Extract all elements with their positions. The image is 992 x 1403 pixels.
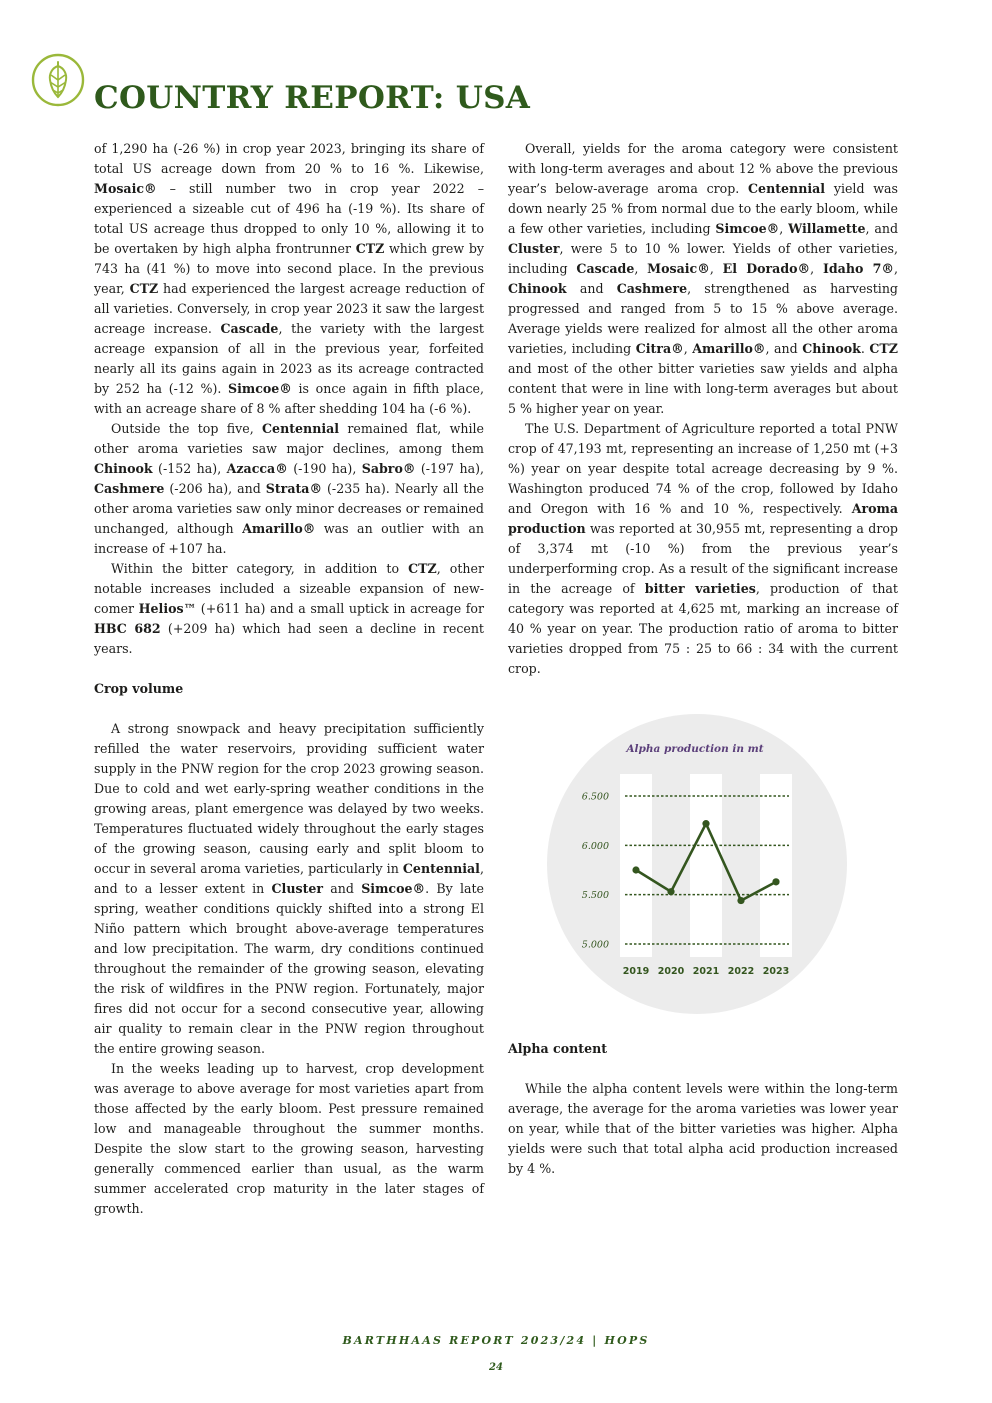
y-tick-label: 6.500 bbox=[581, 791, 609, 803]
section-heading-crop-volume: Crop volume bbox=[94, 681, 184, 696]
section-heading-alpha-content: Alpha content bbox=[508, 1041, 608, 1056]
page-number: 24 bbox=[489, 1362, 503, 1373]
paragraph-aroma-declines: Outside the top five, Centennial remained flat, while other aroma varieties saw major declines, among them Chinook (-152 ha), Azacca® (-190 ha), Sabro® (-197 ha), Cashmere (-206 ha), and Strata® (-235 ha). Nearly all the other aroma varieties saw only minor decreases or remained unchanged, although Amarillo® was an outlier with an increase of +107 ha. bbox=[94, 421, 485, 556]
paragraph-yields: Overall, yields for the aroma category were consistent with long-term averages and about 12 % above the previous year’s below-average aroma crop. Centennial yield was down nearly 25 % from normal due to the early bloom, while a few other varieties, including Simcoe®, Willamette, and Cluster, were 5 to 10 % lower. Yields of other varieties, including Cascade, Mosaic®, El Dorado®, Idaho 7®, Chinook and Cashmere, strengthened as harvesting progressed and ranged from 5 to 15 % above average. Average yields were realized for almost all the other aroma varieties, including Citra®, Amarillo®, and Chinook. CTZ and most of the other bitter varieties saw yields and alpha content that were in line with long-term averages but about 5 % higher year on year. bbox=[508, 141, 899, 416]
right-column bbox=[508, 139, 898, 679]
paragraph-harvest: In the weeks leading up to harvest, crop development was average to above average for most varieties apart from those affected by the early bloom. Pest pressure remained low and manageable throughout the summer months. Despite the slow start to the growing season, harvesting generally commenced earlier than usual, as the warm summer accelerated crop maturity in the later stages of growth. bbox=[94, 1061, 484, 1216]
alpha-content-section bbox=[508, 1039, 898, 1179]
hop-cone-icon bbox=[31, 53, 85, 107]
chart-column-stripe bbox=[690, 774, 722, 957]
paragraph-acreage-top: of 1,290 ha (-26 %) in crop year 2023, bringing its share of total US acreage down from 20 % to 16 %. Likewise, Mosaic® – still number two in crop year 2022 – experienced a sizeable cut of 496 ha (-19 %). Its share of total US acreage thus dropped to only 10 %, allowing it to be overtaken by high alpha frontrunner CTZ which grew by 743 ha (41 %) to move into second place. In the previous year, CTZ had experienced the largest acreage reduction of all varieties. Conversely, in crop year 2023 it saw the largest acreage increase. Cascade, the variety with the largest acreage expansion of all in the previous year, forfeited nearly all its gains again in 2023 as its acreage contracted by 252 ha (-12 %). Simcoe® is once again in fifth place, with an acreage share of 8 % after shedding 104 ha (-6 %). bbox=[94, 141, 485, 416]
x-tick-label: 2020 bbox=[657, 966, 685, 977]
page-title: COUNTRY REPORT: USA bbox=[94, 80, 531, 116]
x-tick-label: 2022 bbox=[727, 966, 755, 977]
x-tick-label: 2019 bbox=[622, 966, 650, 977]
y-tick-label: 5.500 bbox=[581, 890, 609, 902]
x-tick-label: 2023 bbox=[762, 966, 790, 977]
paragraph-weather: A strong snowpack and heavy precipitation sufficiently refilled the water reservoirs, providing sufficient water supply in the PNW region for the crop 2023 growing season. Due to cold and wet early-spring weather conditions in the growing areas, plant emergence was delayed by two weeks. Temperatures fluctuated widely throughout the early stages of the growing season, causing early and split bloom to occur in several aroma varieties, particularly in Centennial, and to a lesser extent in Cluster and Simcoe®. By late spring, weather conditions quickly shifted into a strong El Niño pattern which brought above-average temperatures and low precipitation. The warm, dry conditions continued throughout the remainder of the growing season, elevating the risk of wildfires in the PNW region. Fortunately, major fires did not occur for a second consecutive year, allowing air quality to remain clear in the PNW region throughout the entire growing season. bbox=[94, 721, 484, 1056]
paragraph-alpha-content: While the alpha content levels were within the long-term average, the average for the aroma varieties was lower year on year, while that of the bitter varieties was higher. Alpha yields were such that total alpha acid production increased by 4 %. bbox=[508, 1081, 898, 1176]
data-point bbox=[632, 866, 639, 873]
chart-title: Alpha production in mt bbox=[626, 743, 764, 755]
data-point bbox=[667, 888, 674, 895]
y-tick-label: 6.000 bbox=[581, 840, 609, 852]
data-point bbox=[737, 897, 744, 904]
y-tick-label: 5.000 bbox=[581, 939, 609, 951]
left-column bbox=[94, 139, 484, 1219]
chart-column-stripe bbox=[760, 774, 792, 957]
paragraph-bitter-category: Within the bitter category, in addition to CTZ, other notable increases included a sizeable expansion of newcomer Helios™ (+611 ha) and a small uptick in acreage for HBC 682 (+209 ha) which had seen a decline in recent years. bbox=[94, 561, 484, 656]
x-tick-label: 2021 bbox=[692, 966, 720, 977]
data-point bbox=[772, 878, 779, 885]
chart-column-stripe bbox=[620, 774, 652, 957]
footer-report-title: BARTHHAAS REPORT 2023/24 | HOPS bbox=[342, 1334, 650, 1347]
paragraph-usda-report: The U.S. Department of Agriculture reported a total PNW crop of 47,193 mt, representing an increase of 1,250 mt (+3 %) year on year despite total acreage decreasing by 9 %. Washington produced 74 % of the crop, followed by Idaho and Oregon with 16 % and 10 %, respectively. Aroma production was reported at 30,955 mt, representing a drop of 3,374 mt (-10 %) from the previous year’s underperforming crop. As a result of the significant increase in the acreage of bitter varieties, production of that category was reported at 4,625 mt, marking an increase of 40 % year on year. The production ratio of aroma to bitter varieties dropped from 75 : 25 to 66 : 34 with the current crop. bbox=[508, 421, 898, 676]
data-point bbox=[702, 820, 709, 827]
alpha-production-chart bbox=[545, 712, 849, 1016]
